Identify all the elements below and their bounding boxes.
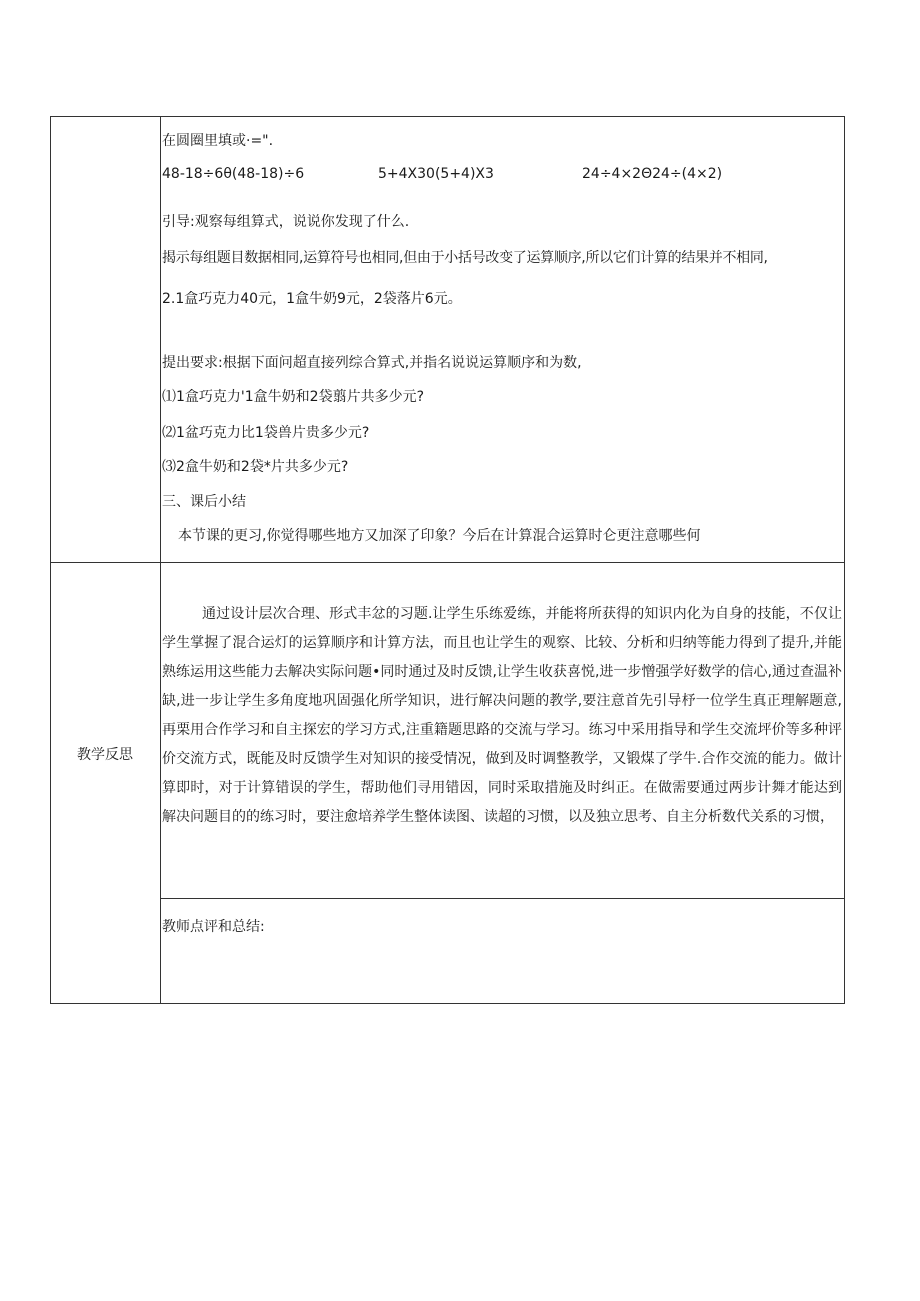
equation-1: 48-18÷6θ(48-18)÷6	[162, 166, 305, 182]
equation-2: 5+4X30(5+4)X3	[378, 166, 494, 182]
section-heading: 三、课后小结	[162, 494, 246, 510]
row-divider-reflection	[50, 562, 845, 563]
teacher-comment-label: 教师点评和总结:	[162, 919, 265, 935]
reveal-text: 揭示每组题目数据相同,运算符号也相同,但由于小括号改变了运算顺序,所以它们计算的结果并不相同,	[162, 250, 768, 266]
summary-text: 本节课的更习,你觉得哪些地方又加深了印象？今后在计算混合运算时仑更注意哪些何	[178, 528, 701, 544]
reflection-paragraph: 通过设计层次合理、形式丰忿的习题.让学生乐练爱练，并能将所获得的知识内化为自身的技能，不仅让学生掌握了混合运灯的运算顺序和计算方法，而且也让学生的观察、比较、分析和归纳等能力得到了提升,并能熟练运用这些能力去解决实际问题•同时通过及时反馈,让学生收获喜悦,进一步憎强学好数学的信心,通过查温补缺,进一步让学生多角度地巩固强化所学知识，进行解决问题的教学,要注意首先引导杼一位学生真正理解题意,再栗用合作学习和自主探宏的学习方式,注重籍题思路的交流与学习。练习中采用指导和学生交流坪价等多种评价交流方式，既能及时反馈学生对知识的接受情况，做到及时调整教学，又锻煤了学牛.合作交流的能力。做计算即时，对于计算错误的学生，帮助他们寻用错因，同时采取措施及时纠正。在做需要通过两步计舞才能达到解决问题目的的练习时，要注愈培养学生整体读图、读超的习惯，以及独立思考、自主分析数代关系的习惯，	[162, 606, 842, 825]
reflection-label: 教学反思	[77, 747, 133, 763]
equation-3: 24÷4×2Θ24÷(4×2)	[582, 166, 723, 182]
row-divider-comment	[160, 898, 845, 899]
question-1: ⑴1盒巧克力'1盒牛奶和2袋翦片共多少元?	[162, 389, 424, 405]
column-divider	[160, 116, 161, 1004]
problem-text: 2.1盒巧克力40元，1盒牛奶9元，2袋落片6元。	[162, 291, 462, 307]
instruction-line: 在圆圈里填或·=".	[162, 133, 274, 149]
request-text: 提出要求:根据下面问超直接列综合算式,并指名说说运算顺序和为数,	[162, 355, 582, 371]
guide-text: 引导:观察每组算式，说说你发现了什么.	[162, 214, 410, 230]
question-3: ⑶2盒牛奶和2袋*片共多少元?	[162, 459, 349, 475]
question-2: ⑵1盆巧克力比1袋兽片贵多少元?	[162, 425, 370, 441]
